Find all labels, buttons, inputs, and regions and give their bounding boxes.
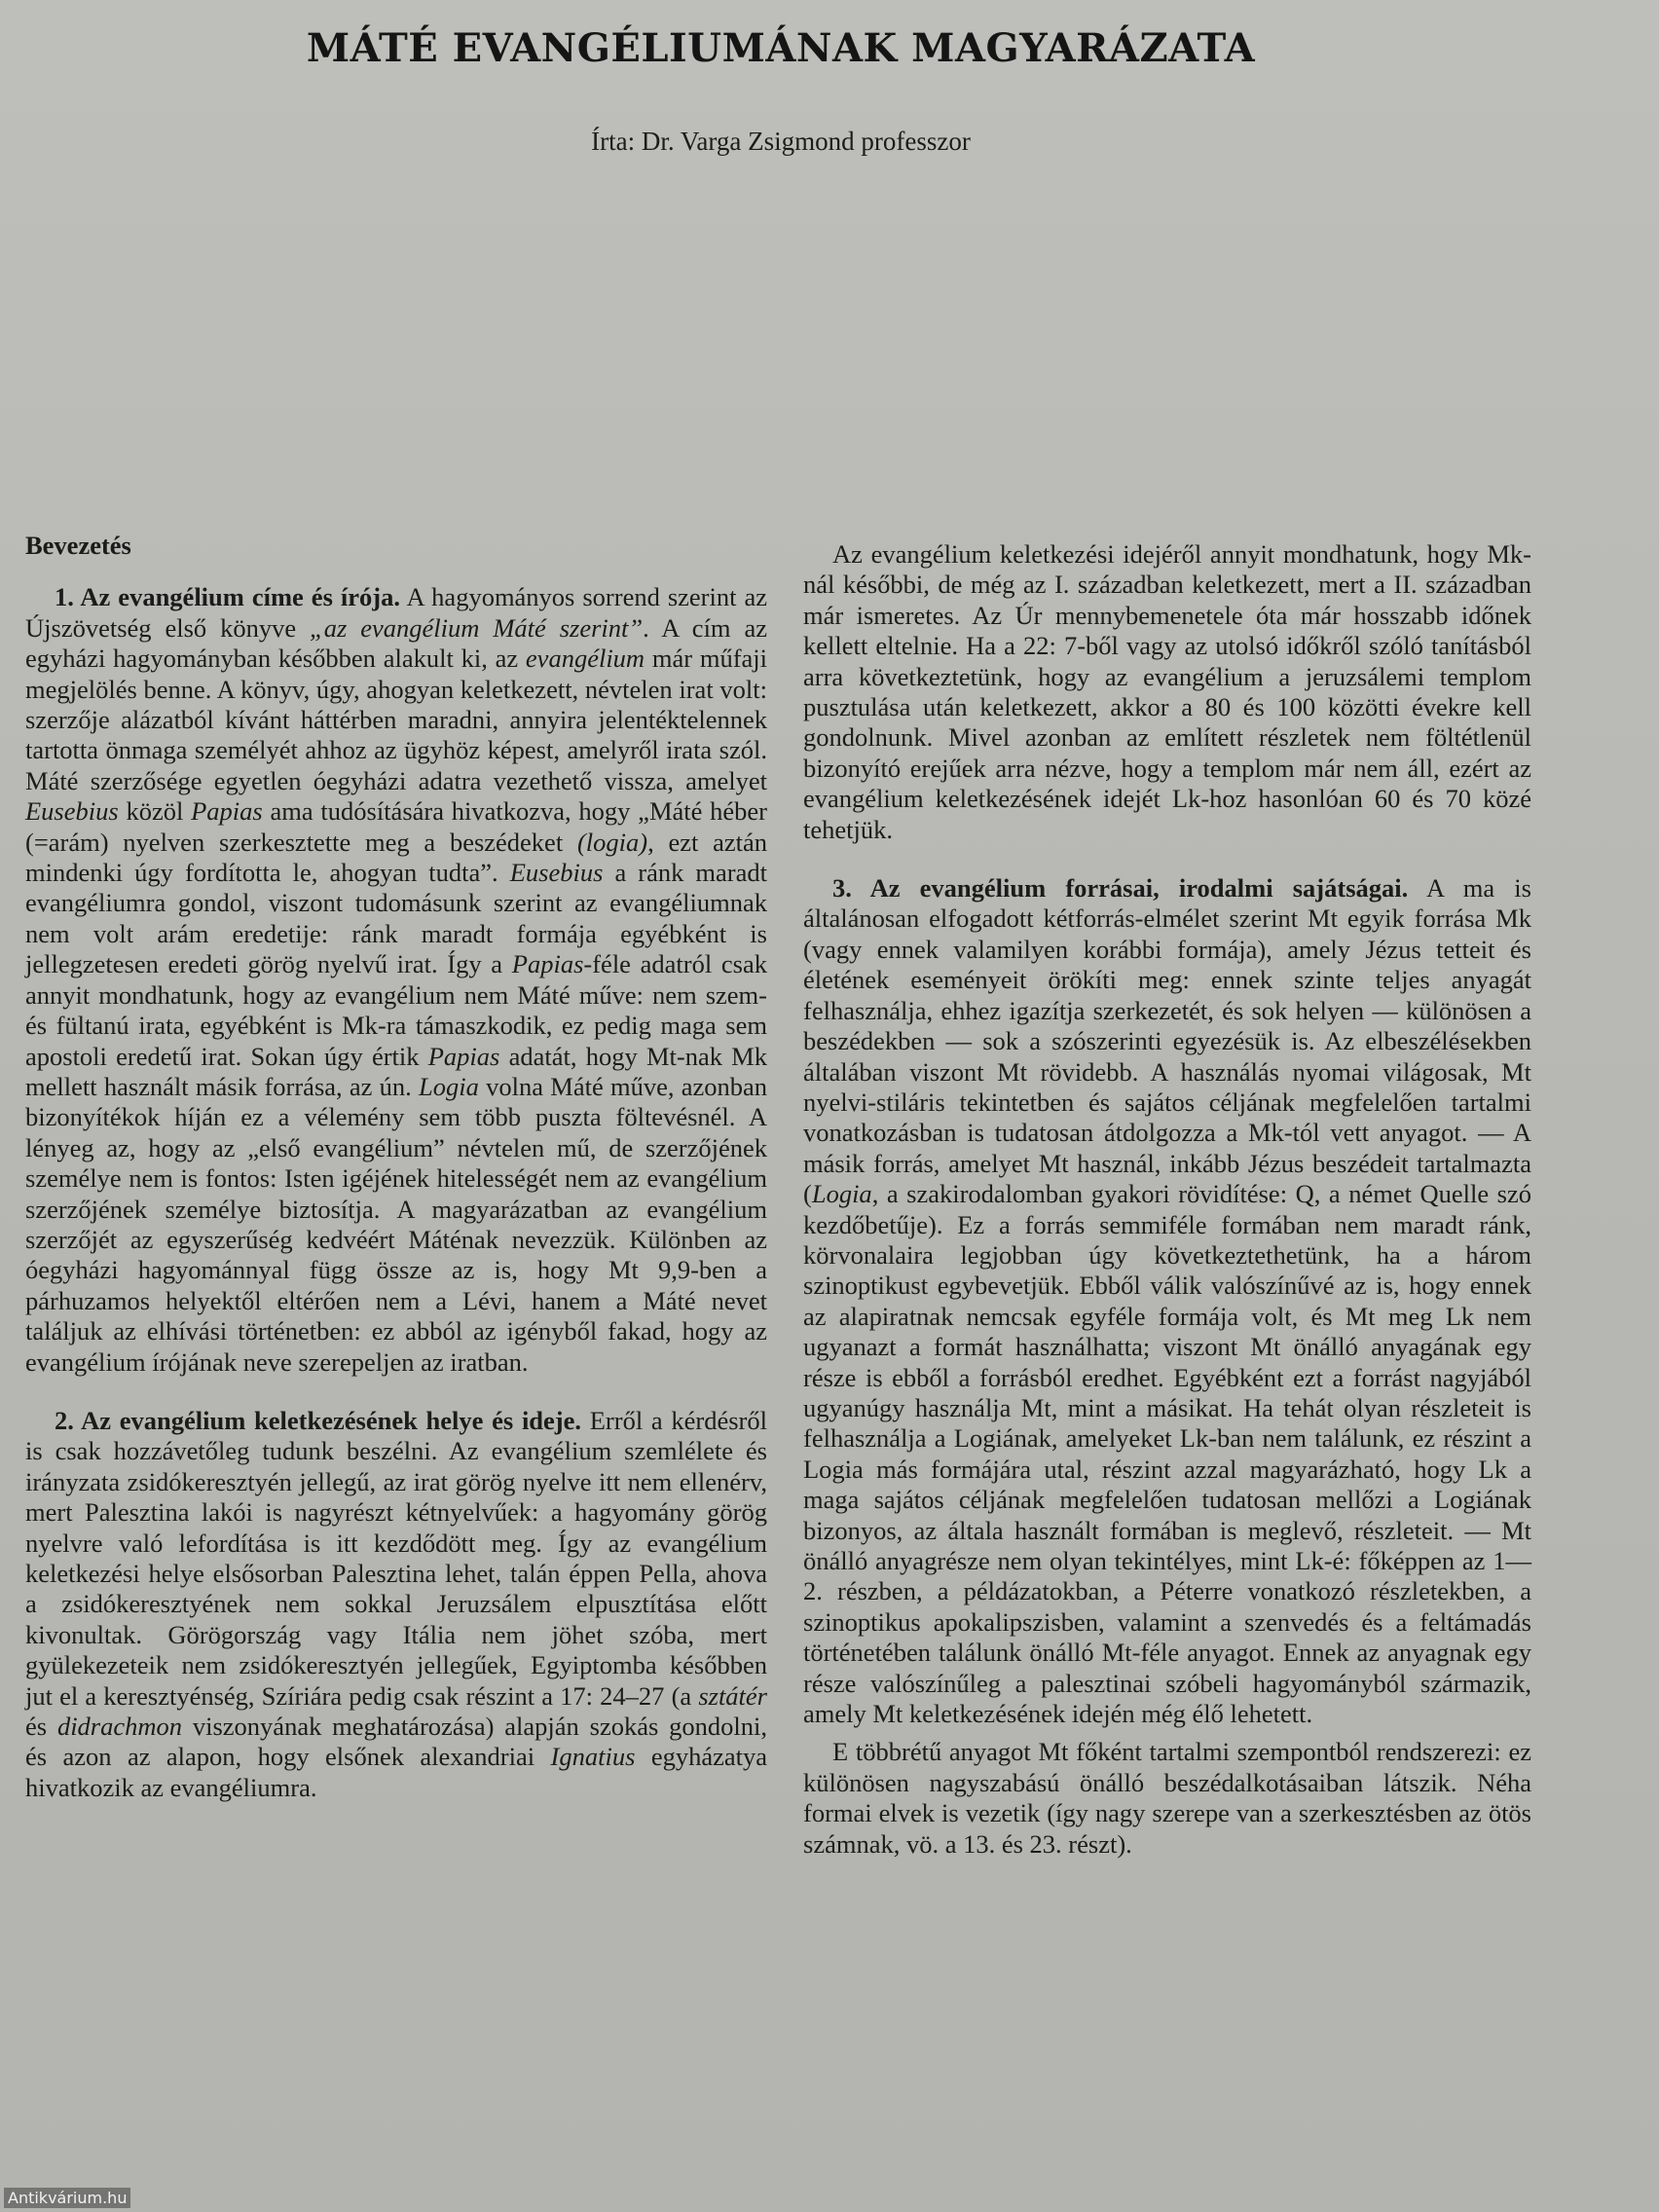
left-column (25, 531, 767, 1803)
article-title: MÁTÉ EVANGÉLIUMÁNAK MAGYARÁZATA (306, 25, 1256, 71)
article-author: Írta: Dr. Varga Zsigmond professzor (591, 127, 971, 156)
subsection-2-heading: 2. Az evangélium keletkezésének helye és ideje. (55, 1405, 582, 1435)
paragraph-dating: Az evangélium keletkezési idejéről annyit mondhatunk, hogy Mk-nál későbbi, de még az I. században keletkezett, mert a II. században már ismeretes. Az Úr mennybemenetele óta már hosszabb időnek kellett eltelnie. Ha a 22: 7-ből vagy az utolsó időkről szóló tanításból arra következtetünk, hogy az evangélium a jeruzsálemi templom pusztulása után keletkezett, akkor a 80 és 100 közötti évekre kell gondolnunk. Mivel azonban az említett részletek nem föltétlenül bizonyító erejűek arra nézve, hogy a templom már nem áll, ezért az evangélium keletkezésének idejét Lk-hoz hasonlóan 60 és 70 közé tehetjük. (803, 539, 1531, 844)
subsection-3-heading: 3. Az evangélium forrásai, irodalmi sajátságai. (832, 873, 1409, 903)
paragraph-structure: E többrétű anyagot Mt főként tartalmi szempontból rendszerezi: ez különösen nagyszabású önálló beszédalkotásaiban látszik. Néha formai elvek is vezetik (így nagy szerepe van a szerkesztésben az ötös számnak, vö. a 13. és 23. részt). (803, 1737, 1531, 1859)
watermark: Antikvárium.hu (4, 2188, 130, 2208)
subsection-1-heading: 1. Az evangélium címe és írója. (55, 582, 400, 612)
paragraph-title-and-author: 1. Az evangélium címe és írója. A hagyományos sorrend szerint az Újszövetség első könyve „az evangélium Máté szerint”. A cím az egyházi hagyományban későbben alakult ki, az evangélium már műfaji megjelölés benne. A könyv, úgy, ahogyan keletkezett, névtelen irat volt: szerzője alázatból kívánt háttérben maradni, annyira jelentéktelennek tartotta önmaga személyét ahhoz az ügyhöz képest, amelyről irata szól. Máté szerzősége egyetlen óegyházi adatra vezethető vissza, amelyet Eusebius közöl Papias ama tudósítására hivatkozva, hogy „Máté héber (=arám) nyelven szerkesztette meg a beszédeket (logia), ezt aztán mindenki úgy fordította le, ahogyan tudta”. Eusebius a ránk maradt evangéliumra gondol, viszont tudomásunk szerint az evangéliumnak nem volt arám eredetije: ránk maradt formája egyébként is jellegzetesen eredeti görög nyelvű irat. Így a Papias-féle adatról csak annyit mondhatunk, hogy az evangélium nem Máté műve: nem szem- és fültanú irata, egyébként is Mk-ra támaszkodik, ez pedig maga sem apostoli eredetű irat. Sokan úgy értik Papias adatát, hogy Mt-nak Mk mellett használt másik forrása, az ún. Logia volna Máté műve, azonban bizonyítékok híján ez a vélemény sem több puszta föltevésnél. A lényeg az, hogy az „első evangélium” névtelen mű, de szerzőjének személye nem is fontos: Isten igéjének hitelességét nem az evangélium szerzőjének személye biztosítja. A magyarázatban az evangélium szerzőjét az egyszerűség kedvéért Máténak nevezzük. Különben az óegyházi hagyománnyal függ össze az is, hogy Mt 9,9-ben a párhuzamos helyektől eltérően nem a Lévi, hanem a Máté nevet találjuk az elhívási történetben: ez abból az igényből fakad, hogy az evangélium írójának neve szerepeljen az iratban. (25, 582, 768, 1377)
paragraph-sources: 3. Az evangélium forrásai, irodalmi sajátságai. A ma is általánosan elfogadott kétforrás-elmélet szerint Mt egyik forrása Mk (vagy ennek valamilyen korábbi formája), amely Jézus tetteit és életének eseményeit örökíti meg: ennek szinte teljes anyagát felhasználja, ehhez igazítja szerkezetét, és sok helyen — különösen a beszédekben — sok a szószerinti egyezésük is. Az elbeszélésekben általában viszont Mt rövidebb. A használás nyomai világosak, Mt nyelvi-stiláris tekintetben és sajátos céljának megfelelően tartalmi vonatkozásban is tudatosan átdolgozza a Mk-tól vett anyagot. — A másik forrás, amelyet Mt használ, inkább Jézus beszédeit tartalmazta (Logia, a szakirodalomban gyakori rövidítése: Q, a német Quelle szó kezdőbetűje). Ez a forrás semmiféle formában nem maradt ránk, körvonalaira legjobban úgy következtethetünk, ha a három szinoptikust egybevetjük. Ebből válik valószínűvé az is, hogy ennek az alapiratnak nemcsak egyféle formája volt, és Mt meg Lk nem ugyanazt a formát használhatta; viszont Mt önálló anyagának egy része is ebből a forrásból eredhet. Egyébként ezt a forrást nagyjából ugyanúgy használja Mt, mint a másikat. Ha tehát olyan részleteit is felhasználja a Logiának, amelyeket Lk-ban nem találunk, ez részint a Logia más formájára utal, részint azzal magyarázható, hogy Lk a maga sajátos céljának megfelelően tudatosan mellőzi a Logiának bizonyos, az általa használt formában is meglevő, részleteit. — Mt önálló anyagrésze nem olyan tekintélyes, mint Lk-é: főképpen az 1—2. részben, a példázatokban, a Péterre vonatkozó részletekben, a szinoptikus apokalipszisben, valamint a szenvedés és a feltámadás történetében találunk önálló Mt-féle anyagot. Ennek az anyagnak egy része valószínűleg a palesztinai szóbeli hagyományból származik, amely Mt keletkezésének idején még élő lehetett. (803, 873, 1531, 1729)
right-column (803, 539, 1531, 1860)
section-heading: Bevezetés (25, 531, 131, 560)
paragraph-place-and-date: 2. Az evangélium keletkezésének helye és ideje. Erről a kérdésről is csak hozzávetőleg tudunk beszélni. Az evangélium szemlélete és irányzata zsidókeresztyén jellegű, az irat görög nyelve itt nem ellenérv, mert Palesztina lakói is nagyrészt kétnyelvűek: a hagyomány görög nyelvre való lefordítása is itt kezdődött meg. Így az evangélium keletkezési helye elsősorban Palesztina lehet, talán éppen Pella, ahova a zsidókeresztyének nem sokkal Jeruzsálem elpusztítása előtt kivonultak. Görögország vagy Itália nem jöhet szóba, mert gyülekezeteik nem zsidókeresztyén jellegűek, Egyiptomba későbben jut el a keresztyénség, Szíriára pedig csak részint a 17: 24–27 (a sztátér és didrachmon viszonyának meghatározása) alapján szokás gondolni, és azon az alapon, hogy elsőnek alexandriai Ignatius egyházatya hivatkozik az evangéliumra. (25, 1405, 768, 1802)
